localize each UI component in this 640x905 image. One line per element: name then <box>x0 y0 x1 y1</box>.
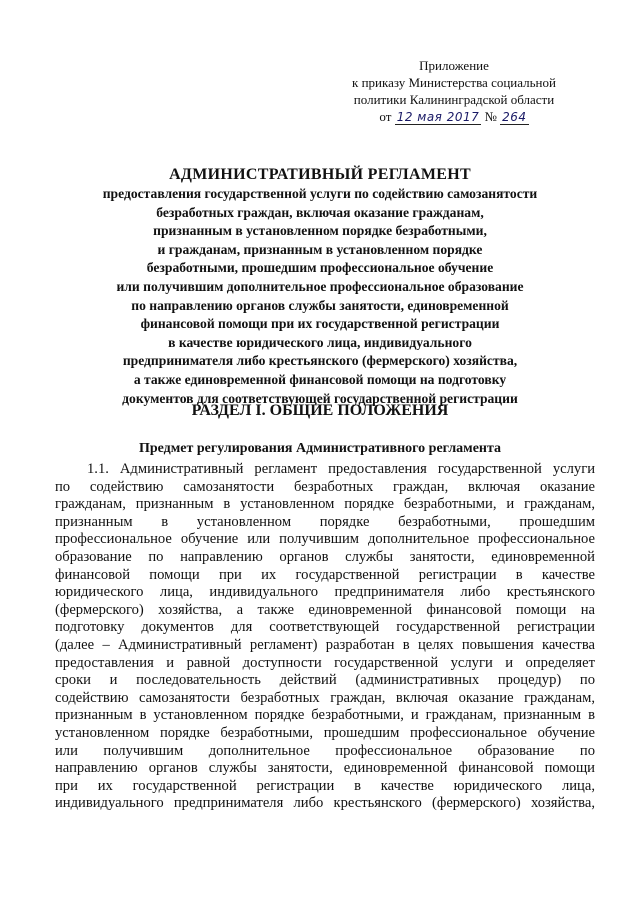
appendix-block <box>334 57 574 126</box>
subtitle-line: финансовой помощи при их государственной регистрации <box>140 316 500 332</box>
paragraph-line: финансовой помощи при их государственной регистрации в качестве <box>55 566 595 583</box>
paragraph-line: установленном порядке безработными, прошедшим профессиональное обучение <box>55 724 595 741</box>
paragraph-line: гражданам, признанным в установленном порядке безработными, и гражданам, <box>55 496 595 513</box>
paragraph-line: (далее – Административный регламент) разработан в целях повышения качества <box>55 636 595 653</box>
paragraph-line: образование по направлению органов службы занятости, единовременной <box>55 548 595 565</box>
paragraph-line: предоставления и равной доступности государственной услуги и определяет <box>55 654 595 671</box>
order-date-number <box>334 108 574 126</box>
paragraph-line: или получившим дополнительное профессиональное образование по <box>55 742 595 759</box>
appendix-line: политики Калининградской области <box>353 92 555 107</box>
paragraph-line: подготовку документов для соответствующей государственной регистрации <box>55 619 595 636</box>
subtitle-line: предоставления государственной услуги по содействию самозанятости <box>102 186 538 201</box>
paragraph-line: 1.1. Административный регламент предоставления государственной услуги <box>87 461 595 477</box>
document-title <box>40 165 600 408</box>
subtitle-line: предпринимателя либо крестьянского (фермерского) хозяйства, <box>122 353 518 369</box>
number-prefix: № <box>484 109 497 124</box>
paragraph-line: направлению органов службы занятости, единовременной финансовой помощи <box>55 760 595 777</box>
paragraph-line: индивидуального предпринимателя либо крестьянского (фермерского) хозяйства, <box>55 795 595 812</box>
paragraph-line: профессиональное обучение или получившим дополнительное профессиональное <box>55 531 595 548</box>
section-heading: РАЗДЕЛ I. ОБЩИЕ ПОЛОЖЕНИЯ <box>191 402 449 419</box>
handwritten-date: 12 мая 2017 <box>396 110 480 124</box>
subtitle-line: безработных граждан, включая оказание гражданам, <box>156 204 484 220</box>
paragraph-1-1 <box>55 461 595 813</box>
paragraph-line: юридического лица, индивидуального предпринимателя либо крестьянского <box>55 584 595 601</box>
paragraph-line: признанным в установленном порядке безработными, и гражданам, признанным в <box>55 707 595 724</box>
subtitle-line: безработными, прошедшим профессиональное обучение <box>146 260 494 276</box>
subtitle-line: в качестве юридического лица, индивидуального <box>168 334 472 350</box>
subtitle-line: признанным в установленном порядке безработными, <box>153 223 487 239</box>
subtitle-line: по направлению органов службы занятости, единовременной <box>131 297 509 313</box>
paragraph-line: признанным в установленном порядке безработными, прошедшим <box>55 513 595 530</box>
subtitle-line: документов для соответствующей государственной регистрации <box>122 390 518 406</box>
appendix-line: к приказу Министерства социальной <box>352 75 556 90</box>
subject-heading: Предмет регулирования Административного регламента <box>138 441 502 456</box>
appendix-line: Приложение <box>419 58 489 73</box>
paragraph-line: содействию самозанятости безработных граждан, включая оказание гражданам, <box>55 689 595 706</box>
paragraph-line: сроки и последовательность действий (административных процедур) по <box>55 672 595 689</box>
subtitle-line: и гражданам, признанным в установленном порядке <box>157 241 483 257</box>
paragraph-line: (фермерского) хозяйства, а также единовременной финансовой помощи на <box>55 601 595 618</box>
title-main: АДМИНИСТРАТИВНЫЙ РЕГЛАМЕНТ <box>169 166 471 183</box>
title-subtitle <box>40 185 600 408</box>
subtitle-line: а также единовременной финансовой помощи на подготовку <box>133 371 507 387</box>
paragraph-line: при их государственной регистрации в качестве юридического лица, <box>55 777 595 794</box>
handwritten-number: 264 <box>502 110 527 124</box>
paragraph-line: по содействию самозанятости безработных граждан, включая оказание <box>55 478 595 495</box>
date-prefix: от <box>379 109 392 124</box>
subtitle-line: или получившим дополнительное профессиональное образование <box>116 278 524 294</box>
